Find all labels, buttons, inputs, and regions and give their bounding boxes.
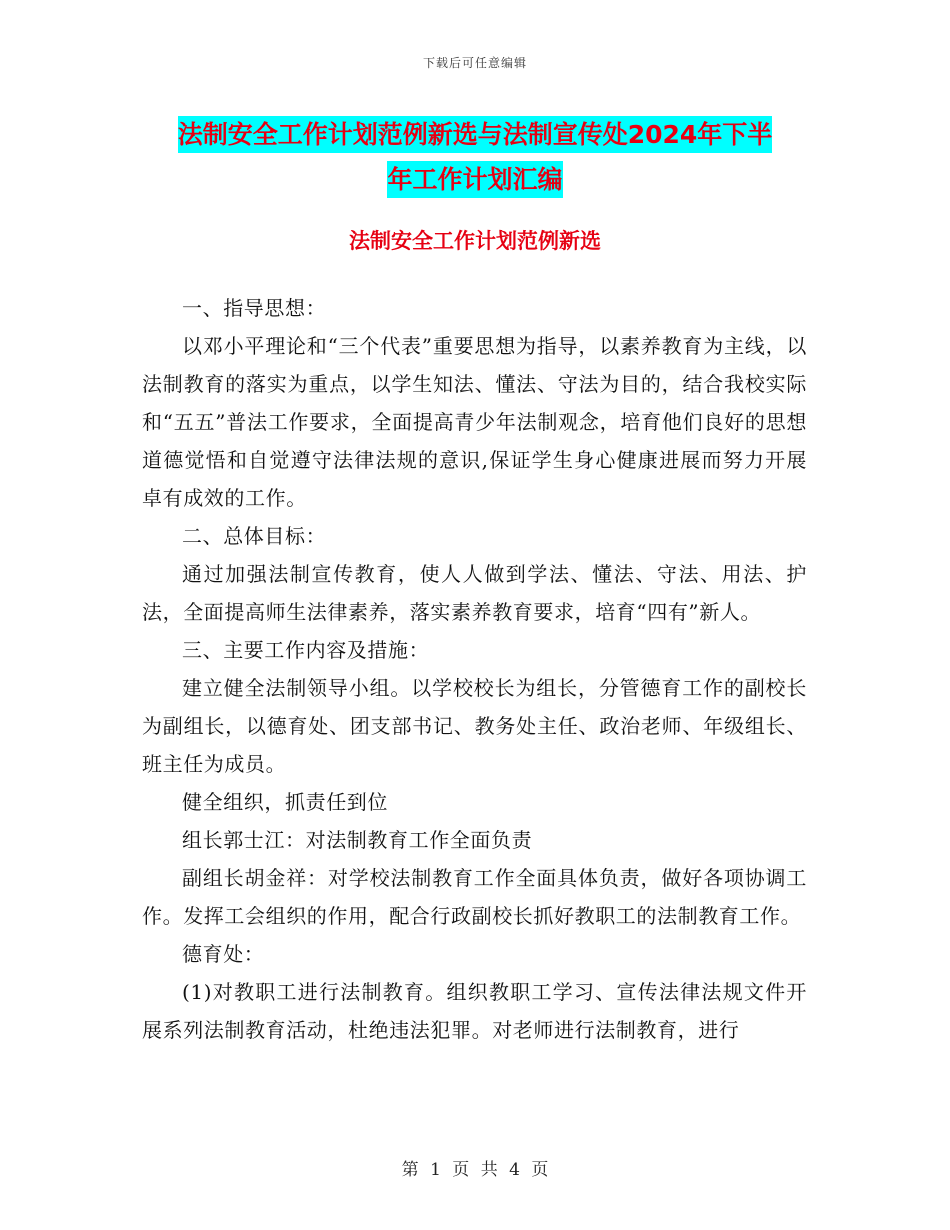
heading-main-content: 三、主要工作内容及措施：	[182, 638, 430, 662]
paragraph: 以邓小平理论和“三个代表”重要思想为指导，以素养教育为主线，以法制教育的落实为重点，以学生知法、懂法、守法为目的，结合我校实际和“五五”普法工作要求，全面提高青少年法制观念，培育他们良好的思想道德觉悟和自觉遵守法律法规的意识,保证学生身心健康进展而努力开展卓有成效的工作。	[142, 334, 807, 510]
header-note: 下载后可任意编辑	[422, 56, 527, 70]
title-line-2: 年工作计划汇编	[387, 161, 562, 198]
section-title: 法制安全工作计划范例新选	[349, 229, 601, 253]
paragraph: 建立健全法制领导小组。以学校校长为组长，分管德育工作的副校长为副组长，以德育处、团支部书记、教务处主任、政治老师、年级组长、班主任为成员。	[142, 676, 807, 776]
title-line-1: 法制安全工作计划范例新选与法制宣传处2024年下半	[178, 116, 773, 153]
page-number: 第 1 页 共 4 页	[401, 1160, 549, 1180]
paragraph: 通过加强法制宣传教育，使人人做到学法、懂法、守法、用法、护法，全面提高师生法律素养，落实素养教育要求，培育“四有”新人。	[142, 562, 807, 624]
heading-guiding-ideology: 一、指导思想：	[182, 296, 327, 320]
heading-overall-goal: 二、总体目标：	[182, 524, 327, 548]
paragraph: (1)对教职工进行法制教育。组织教职工学习、宣传法律法规文件开展系列法制教育活动，杜绝违法犯罪。对老师进行法制教育，进行	[142, 980, 807, 1042]
paragraph: 健全组织，抓责任到位	[182, 790, 388, 814]
document-title	[0, 112, 950, 202]
body-text	[142, 289, 807, 1049]
paragraph: 德育处：	[182, 942, 265, 966]
paragraph: 副组长胡金祥：对学校法制教育工作全面具体负责，做好各项协调工作。发挥工会组织的作用，配合行政副校长抓好教职工的法制教育工作。	[142, 866, 807, 928]
paragraph: 组长郭士江：对法制教育工作全面负责	[182, 828, 533, 852]
